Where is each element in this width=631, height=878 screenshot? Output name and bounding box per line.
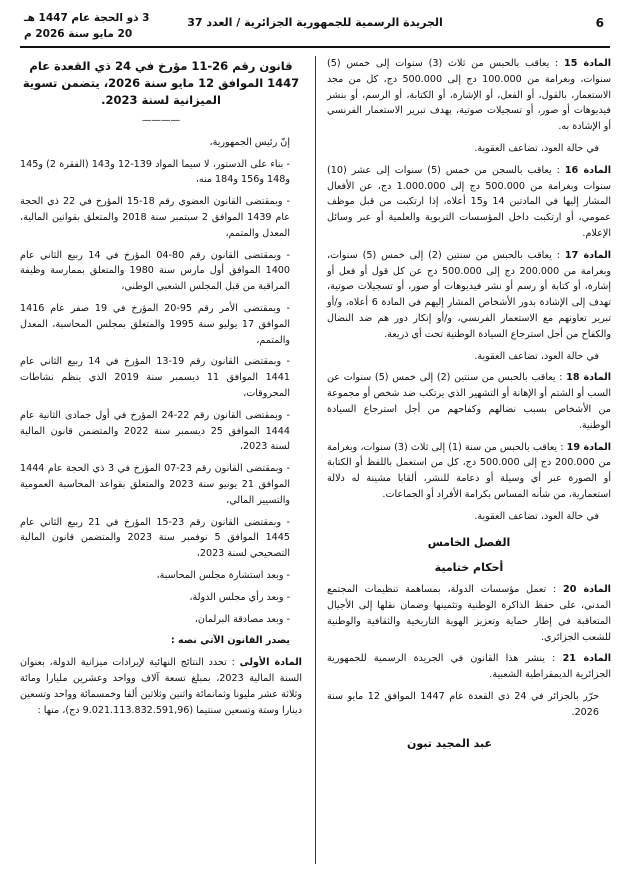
hijri-date: 3 ذو الحجة عام 1447 هـ [24,12,150,24]
article-label: المادة 19 [566,441,611,453]
article-label: المادة 17 [564,249,611,261]
left-column [20,56,302,724]
journal-title: الجريدة الرسمية للجمهورية الجزائرية / العدد 37 [187,16,443,29]
article-label: المادة 15 [564,58,611,69]
visa-law-19-13: - وبمقتضى القانون رقم 19-13 المؤرخ في 14 ربيع الثاني عام 1441 الموافق 11 ديسمبر سنة 2019 الذي ينظم نشاطات المحروقات، [20,356,290,399]
visa-law-22-24: - وبمقتضى القانون رقم 22-24 المؤرخ في أول جمادى الثانية عام 1444 الموافق 25 ديسمبر سنة 2022 والمتضمن قانون المالية لسنة 2023، [20,409,291,453]
article-text: : تعمل مؤسسات الدولة، بمساهمة تنظيمات المجتمع المدني، على حفظ الذاكرة الوطنية وتثمينها وضمان نقلها إلى الأجيال المتعاقبة في إطار حماية وتعزيز الهوية التاريخية والثقافية والوطنية للشعب الجزائري. [327,584,611,643]
article-text: : يعاقب بالحبس من سنتين (2) إلى خمس (5) سنوات، وبغرامة من 200.000 دج إلى 500.000 دج عن كل قول أو فعل أو إشارة، أو كتابة أو رسم أو نشر فيديوهات أو صور، أو تسجيلات صوتية، تهدف إلى الإشادة بدور الأشخاص المشار إليهم في المادة 6 أعلاه، و/أو تبرير تعاونهم مع الاستعمار الفرنسي، و/أو إنكار دور هم ضد النضال والكفاح من أجل استرجاع السيادة الوطنية تحت أي ذريعة. [327,249,612,340]
chapter-heading: الفصل الخامس [427,535,511,549]
consultation-council-of-state: - وبعد رأي مجلس الدولة، [189,591,290,603]
article-label: المادة 18 [566,372,611,384]
recidivism-clause: في حالة العود، تضاعف العقوبة. [474,350,599,362]
article-17 [327,248,611,343]
chapter-title: أحكام ختامية [434,561,504,575]
gregorian-date: 20 مايو سنة 2026 م [24,28,133,40]
article-18 [327,370,611,433]
article-label: المادة الأولى [239,657,302,669]
consultation-court-of-audit: - وبعد استشارة مجلس المحاسبة، [156,569,290,581]
right-column [327,56,611,752]
parliament-approval: - وبعد مصادقة البرلمان، [194,613,290,625]
column-divider [315,56,316,864]
article-20 [327,582,611,645]
recidivism-clause: في حالة العود، تضاعف العقوبة. [474,142,599,154]
title-rule: ———— [141,115,181,126]
signature: عبد المجيد تبون [407,737,492,751]
promulgation-line: يصدر القانون الآتي نصه : [170,635,290,647]
recidivism-clause: في حالة العود، تضاعف العقوبة. [474,510,599,522]
article-label: المادة 21 [562,653,611,665]
article-1 [20,655,302,718]
visa-order-95-20: - وبمقتضى الأمر رقم 95-20 المؤرخ في 19 صفر عام 1416 الموافق 17 يوليو سنة 1995 والمتعلق بمجلس المحاسبة، المعدل والمتمم، [20,302,290,346]
visa-law-80-04: - وبمقتضى القانون رقم 80-04 المؤرخ في 14 ربيع الثاني عام 1400 الموافق أول مارس سنة 1980 والمتعلق بممارسة وظيفة المراقبة من قبل المجلس الشعبي الوطني، [20,249,291,293]
article-text: : تحدد النتائج النهائية لإيرادات ميزانية الدولة، بعنوان السنة المالية 2023، بمبلغ تسعة آلاف وواحد وعشرين مليارا ومائة وثلاثة عشر مليونا وثمانمائة واثنين وثلاثين ألفا وخمسمائة وواحد وتسعين دينارا وستة وتسعين سنتيما (9.021.113.832.591,96 دج)، منها : [20,657,302,716]
done-at-line: حرّر بالجزائر في 24 ذي القعدة عام 1447 الموافق 12 مايو سنة 2026. [327,690,600,718]
article-15 [327,56,611,135]
law-title: قانون رقم 26-11 مؤرخ في 24 ذي القعدة عام 1447 الموافق 12 مايو سنة 2026، يتضمن تسوية الميزانية لسنة 2023. [22,59,300,107]
page-header [20,8,610,48]
article-text: : يعاقب بالحبس من سنة (1) إلى ثلاث (3) سنوات، وبغرامة من 200.000 دج إلى 500.000 دج، كل من استعمل باللفظ أو الكتابة أو الصورة عبر أي وسيلة أو دعامة للنشر، ألقابا مشينة له دلالة استعمارية، من شأنه المساس بكرامة الأفراد أو الجماعات. [327,441,611,500]
article-text: : يعاقب بالحبس من ثلاث (3) سنوات إلى خمس (5) سنوات، وبغرامة من 100.000 دج إلى 500.000 دج، كل من مجد الاستعمار، بالقول، أو الفعل، أو الإشارة، أو الكتابة، أو الرسم، أو بنشر فيديوهات أو صور، أو تسجيلات صوتية، بهدف تبرير الاستعمار الفرنسي أو الإشادة به. [327,58,611,133]
article-16 [327,163,611,242]
article-text: : يعاقب بالسجن من خمس (5) سنوات إلى عشر (10) سنوات وبغرامة من 500.000 دج إلى 1.000.000 دج، عن الأفعال المشار إليها في المادتين 14 و15 أعلاه، إذا ارتكبت من قبل موظف عمومي، أو ارتكبت داخل المؤسسات التربوية والعلمية أو عبر وسائل الإعلام. [327,164,612,239]
visa-law-23-07: - وبمقتضى القانون رقم 23-07 المؤرخ في 3 ذي الحجة عام 1444 الموافق 21 يونيو سنة 2023 والمتعلق بقواعد المحاسبة العمومية والتسيير المالي، [20,463,291,506]
article-21 [327,651,611,683]
article-label: المادة 16 [564,164,611,176]
visa-law-23-15: - وبمقتضى القانون رقم 23-15 المؤرخ في 21 ربيع الثاني عام 1445 الموافق 5 نوفمبر سنة 2023 والمتضمن قانون المالية التصحيحي لسنة 2023، [20,516,290,560]
president-line: إنّ رئيس الجمهورية، [209,136,290,148]
article-label: المادة 20 [563,584,611,596]
visa-organic-law: - وبمقتضى القانون العضوي رقم 18-15 المؤرخ في 22 ذي الحجة عام 1439 الموافق 2 سبتمبر سنة 2018 والمتعلق بقوانين المالية، المعدل والمتمم، [20,196,291,239]
article-text: : ينشر هذا القانون في الجريدة الرسمية للجمهورية الجزائرية الديمقراطية الشعبية. [327,653,611,681]
article-19 [327,440,611,503]
visa-constitution: - بناء على الدستور، لا سيما المواد 139-12 و143 (الفقرة 2) و145 و148 و156 و184 منه، [20,158,290,186]
article-text: : يعاقب بالحبس من سنتين (2) إلى خمس (5) سنوات عن السب أو الشتم أو الإهانة أو التشهير الذي يرتكب ضد شخص أو مجموعة من الأشخاص بسبب نضالهم وكفاحهم من أجل استرجاع السيادة الوطنية. [327,372,611,431]
page-number: 6 [595,16,604,30]
